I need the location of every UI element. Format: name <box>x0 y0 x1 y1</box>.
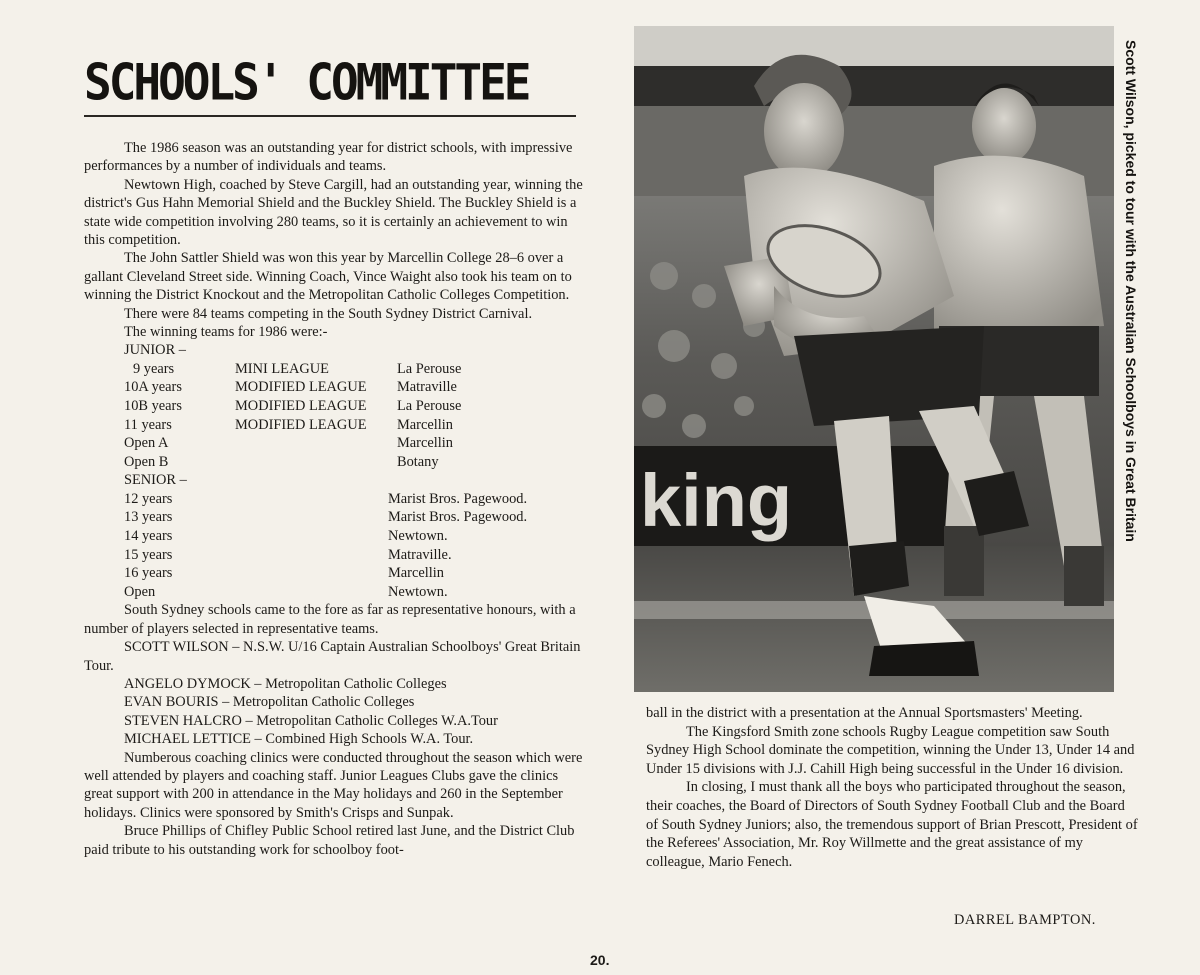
winner-cell: La Perouse <box>397 398 462 415</box>
result-row <box>124 564 527 583</box>
age-cell: 11 years <box>124 416 172 433</box>
right-column <box>646 704 1138 871</box>
winner-cell: Botany <box>397 453 439 470</box>
winner-cell: Matraville <box>397 379 457 396</box>
left-column <box>84 139 584 859</box>
winner-cell: Newtown. <box>388 528 448 545</box>
result-row <box>124 434 461 453</box>
rep-evan-bouris: EVAN BOURIS – Metropolitan Catholic Colleges <box>124 694 415 711</box>
league-cell: MINI LEAGUE <box>235 360 329 377</box>
junior-heading: JUNIOR – <box>124 342 186 359</box>
paragraph-intro: The 1986 season was an outstanding year for district schools, with impressive performances by a number of individuals and teams. <box>84 140 573 175</box>
result-row <box>124 508 527 527</box>
age-cell: 15 years <box>124 546 173 563</box>
winner-cell: Marcellin <box>388 565 444 582</box>
league-cell: MODIFIED LEAGUE <box>235 398 367 415</box>
age-cell: 9 years <box>133 360 175 377</box>
age-cell: 12 years <box>124 490 173 507</box>
winner-cell: Marcellin <box>397 435 453 452</box>
photo-illustration <box>634 26 1114 692</box>
winner-cell: Marcellin <box>397 416 453 433</box>
age-cell: 14 years <box>124 528 173 545</box>
league-cell <box>226 527 388 546</box>
page-title: SCHOOLS' COMMITTEE <box>84 52 529 112</box>
rugby-player-photo <box>634 26 1114 692</box>
result-row <box>124 583 527 602</box>
league-cell <box>226 508 388 527</box>
rep-michael-lettice: MICHAEL LETTICE – Combined High Schools W.A. Tour. <box>124 731 474 748</box>
winner-cell: Newtown. <box>388 583 448 600</box>
paragraph-newtown: Newtown High, coached by Steve Cargill, had an outstanding year, winning the district's Gus Hahn Memorial Shield and the Buckley Shield. The Buckley Shield is a state wide competition involving 280 teams, so it is certainly an achievement to win this competition. <box>84 176 583 249</box>
age-cell: Open B <box>124 453 169 470</box>
age-cell: 10B years <box>124 398 182 415</box>
rep-angelo-dymock: ANGELO DYMOCK – Metropolitan Catholic Colleges <box>124 676 447 693</box>
league-cell <box>226 583 388 602</box>
result-row <box>124 546 527 565</box>
photo-caption: Scott Wilson, picked to tour with the Australian Schoolboys in Great Britain <box>1123 40 1139 542</box>
result-row <box>124 360 461 379</box>
age-cell: Open A <box>124 435 169 452</box>
winner-cell: Marist Bros. Pagewood. <box>388 490 528 507</box>
hoarding-sign-text: king <box>640 459 793 542</box>
junior-results-table <box>124 360 461 472</box>
page-number: 20. <box>590 952 610 968</box>
senior-heading: SENIOR – <box>124 472 187 489</box>
winner-cell: Matraville. <box>388 546 452 563</box>
winner-cell: La Perouse <box>397 360 462 377</box>
league-cell <box>226 564 388 583</box>
result-row <box>124 527 527 546</box>
paragraph-carnival: There were 84 teams competing in the South Sydney District Carnival. <box>124 305 533 322</box>
rep-steven-halcro: STEVEN HALCRO – Metropolitan Catholic Colleges W.A.Tour <box>124 712 498 729</box>
title-underline <box>84 115 576 117</box>
league-cell <box>226 490 388 509</box>
league-cell: MODIFIED LEAGUE <box>235 379 367 396</box>
paragraph-sportsmasters: ball in the district with a presentation at the Annual Sportsmasters' Meeting. <box>646 705 1083 721</box>
age-cell: 10A years <box>124 379 182 396</box>
senior-results-table <box>124 490 527 602</box>
author-signature: DARREL BAMPTON. <box>954 912 1096 928</box>
paragraph-winning-teams: The winning teams for 1986 were:- <box>124 324 328 341</box>
result-row <box>124 397 461 416</box>
paragraph-representatives-intro: South Sydney schools came to the fore as far as representative honours, with a number of players selected in representative teams. <box>84 602 576 637</box>
winner-cell: Marist Bros. Pagewood. <box>388 509 528 526</box>
age-cell: 13 years <box>124 509 173 526</box>
rep-scott-wilson: SCOTT WILSON – N.S.W. U/16 Captain Australian Schoolboys' Great Britain Tour. <box>84 639 581 674</box>
paragraph-sattler-shield: The John Sattler Shield was won this year by Marcellin College 28–6 over a gallant Cleveland Street side. Winning Coach, Vince Waight also took his team on to winning the District Knockout and the Metropolitan Catholic Colleges Competition. <box>84 250 572 304</box>
age-cell: 16 years <box>124 565 173 582</box>
league-cell: MODIFIED LEAGUE <box>235 416 367 433</box>
league-cell <box>226 546 388 565</box>
result-row <box>124 416 461 435</box>
result-row <box>124 378 461 397</box>
result-row <box>124 453 461 472</box>
paragraph-bruce-phillips: Bruce Phillips of Chifley Public School retired last June, and the District Club paid tribute to his outstanding work for schoolboy foot- <box>84 823 575 858</box>
paragraph-clinics: Numberous coaching clinics were conducted throughout the season which were well attended by players and coaching staff. Junior Leagues Clubs gave the clinics great support with 200 in attendance in the May holidays and 260 in the September holidays. Clinics were sponsored by Smith's Crisps and Sunpak. <box>84 749 583 821</box>
paragraph-kingsford-smith: The Kingsford Smith zone schools Rugby League competition saw South Sydney High School dominate the competition, winning the Under 13, Under 14 and Under 15 divisions with J.J. Cahill High being successful in the Under 16 division. <box>646 723 1135 777</box>
league-cell <box>235 453 397 472</box>
result-row <box>124 490 527 509</box>
age-cell: Open <box>124 583 156 600</box>
league-cell <box>235 434 397 453</box>
paragraph-closing: In closing, I must thank all the boys who participated throughout the season, their coaches, the Board of Directors of South Sydney Football Club and the Board of South Sydney Juniors; also, the tremendous support of Brian Prescott, President of the Referees' Association, Mr. Roy Willmette and the great assistance of my colleague, Mario Fenech. <box>646 779 1138 870</box>
